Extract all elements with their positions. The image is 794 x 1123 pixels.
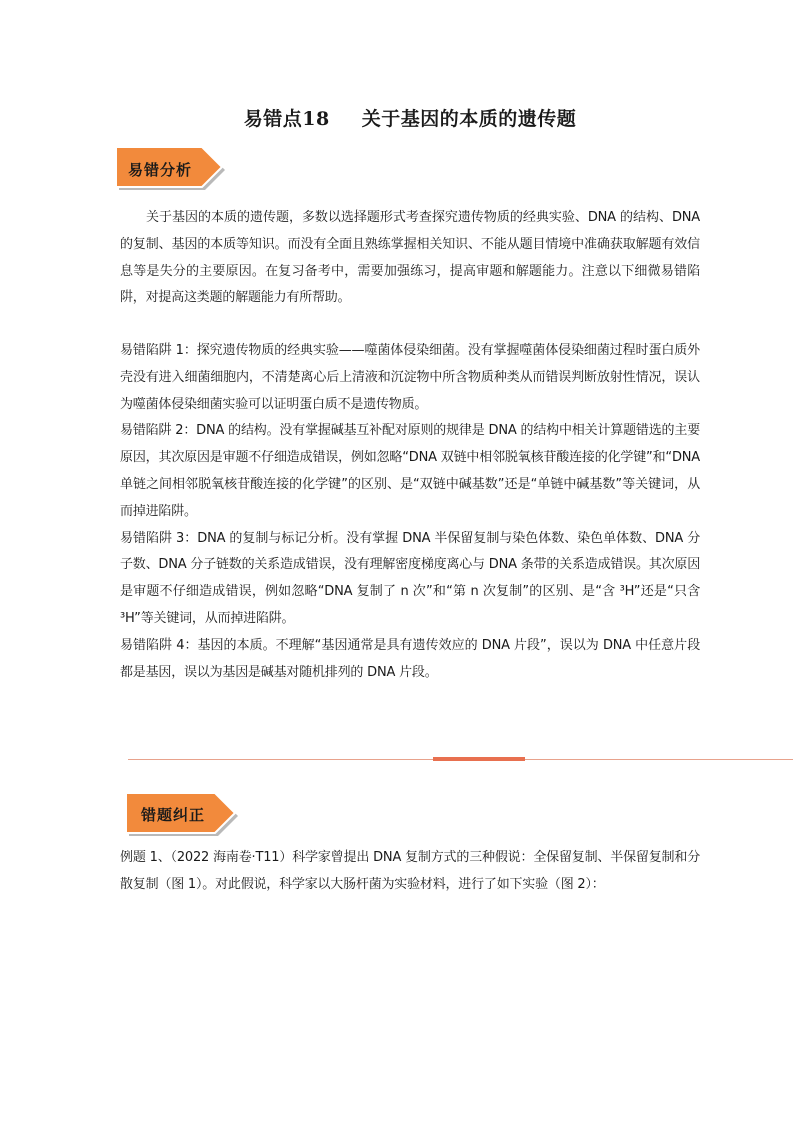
title-topic-name: 关于基因的本质的遗传题 [361, 108, 577, 130]
trap-item-1: 易错陷阱 1：探究遗传物质的经典实验——噬菌体侵染细菌。没有掌握噬菌体侵染细菌过程时蛋白质外壳没有进入细菌细胞内，不清楚离心后上清液和沉淀物中所含物质种类从而错误判断放射性情况，误认为噬菌体侵染细菌实验可以证明蛋白质不是遗传物质。 [120, 343, 700, 412]
badge-label: 易错分析 [128, 160, 193, 179]
trap-list [120, 338, 700, 686]
trap-item-2: 易错陷阱 2：DNA 的结构。没有掌握碱基互补配对原则的规律是 DNA 的结构中相关计算题错选的主要原因，其次原因是审题不仔细造成错误，例如忽略“DNA 双链中相邻脱氧核苷酸连接的化学键”和“DNA 单链之间相邻脱氧核苷酸连接的化学键”的区别、是“双链中碱基数”还是“单链中碱基数”等关键词，从而掉进陷阱。 [120, 423, 700, 519]
example-question [120, 845, 700, 899]
section-divider-accent [433, 757, 525, 761]
intro-paragraph [120, 205, 700, 312]
example-text: 例题 1、（2022 海南卷·T11）科学家曾提出 DNA 复制方式的三种假说：全保留复制、半保留复制和分散复制（图 1）。对此假说，科学家以大肠杆菌为实验材料，进行了如下实验（图 2）： [120, 850, 700, 892]
trap-item-3: 易错陷阱 3：DNA 的复制与标记分析。没有掌握 DNA 半保留复制与染色体数、染色单体数、DNA 分子数、DNA 分子链数的关系造成错误，没有理解密度梯度离心与 DNA 条带的关系造成错误。其次原因是审题不仔细造成错误，例如忽略“DNA 复制了 n 次”和“第 n 次复制”的区别、是“含 ³H”还是“只含 ³H”等关键词，从而掉进陷阱。 [120, 530, 700, 626]
title-topic-number: 易错点18 [243, 108, 330, 130]
badge-label: 错题纠正 [141, 806, 206, 824]
section-badge-error-analysis [115, 145, 227, 191]
intro-text: 关于基因的本质的遗传题，多数以选择题形式考查探究遗传物质的经典实验、DNA 的结构、DNA 的复制、基因的本质等知识。而没有全面且熟练掌握相关知识、不能从题目情境中准确获取解题有效信息等是失分的主要原因。在复习备考中，需要加强练习，提高审题和解题能力。注意以下细微易错陷阱，对提高这类题的解题能力有所帮助。 [120, 210, 700, 306]
section-badge-error-correction [125, 792, 240, 836]
page-title [0, 104, 794, 131]
trap-item-4: 易错陷阱 4：基因的本质。不理解“基因通常是具有遗传效应的 DNA 片段”，误以为 DNA 中任意片段都是基因，误以为基因是碱基对随机排列的 DNA 片段。 [120, 637, 700, 680]
